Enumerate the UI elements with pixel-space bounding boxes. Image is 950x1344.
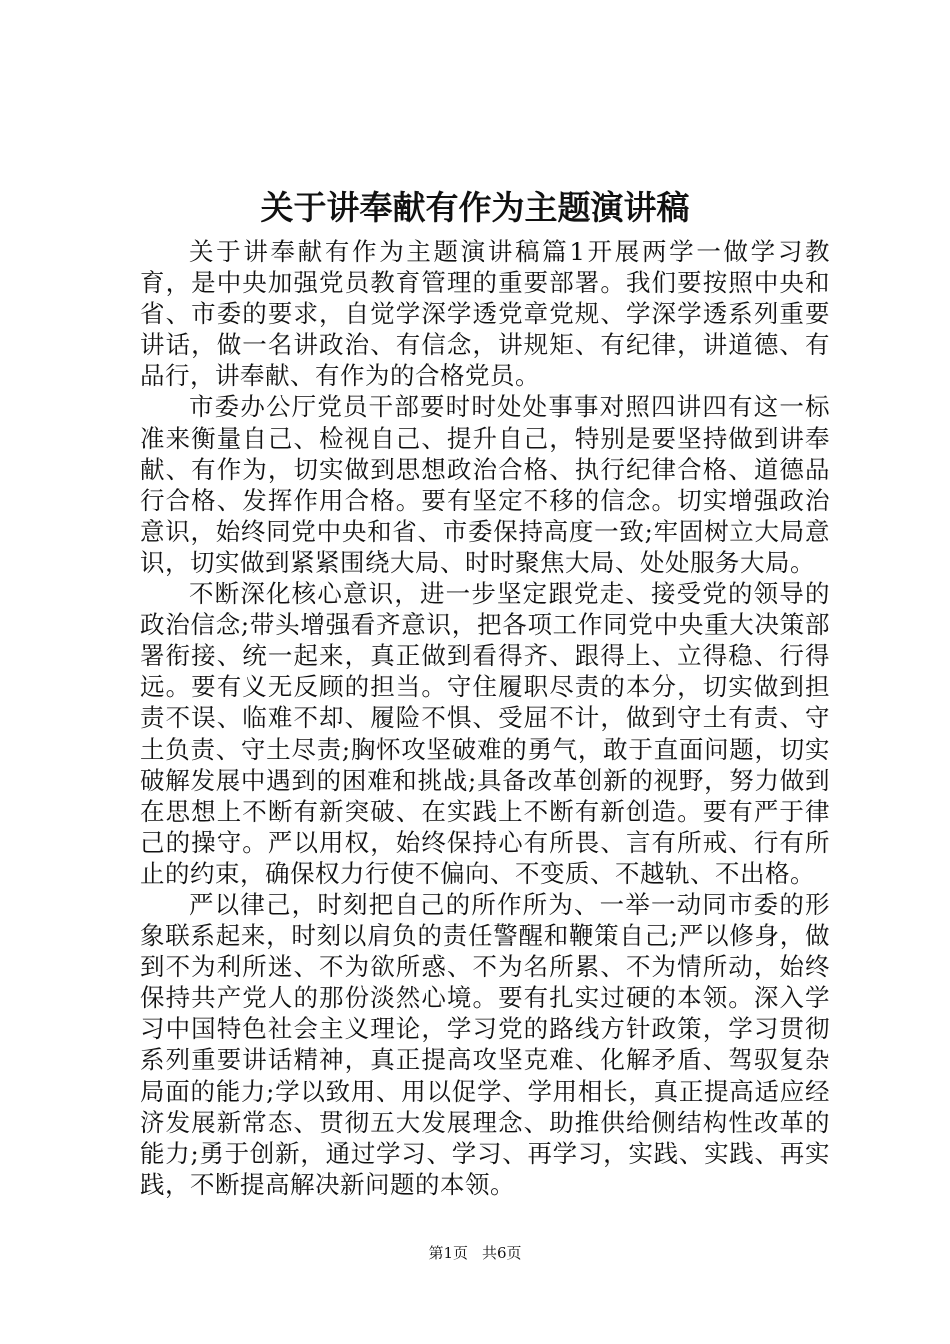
paragraph-2: 市委办公厅党员干部要时时处处事事对照四讲四有这一标准来衡量自己、检视自己、提升自己，特别是要坚持做到讲奉献、有作为，切实做到思想政治合格、执行纪律合格、道德品行合格、发挥作用合格。要有坚定不移的信念。切实增强政治意识，始终同党中央和省、市委保持高度一致;牢固树立大局意识，切实做到紧紧围绕大局、时时聚焦大局、处处服务大局。 (140, 392, 830, 577)
paragraph-4: 严以律己，时刻把自己的所作所为、一举一动同市委的形象联系起来，时刻以肩负的责任警醒和鞭策自己;严以修身，做到不为利所迷、不为欲所惑、不为名所累、不为情所动，始终保持共产党人的那份淡然心境。要有扎实过硬的本领。深入学习中国特色社会主义理论，学习党的路线方针政策，学习贯彻系列重要讲话精神，真正提高攻坚克难、化解矛盾、驾驭复杂局面的能力;学以致用、用以促学、学用相长，真正提高适应经济发展新常态、贯彻五大发展理念、助推供给侧结构性改革的能力;勇于创新，通过学习、学习、再学习，实践、实践、再实践，不断提高解决新问题的本领。 (140, 889, 830, 1199)
paragraph-1: 关于讲奉献有作为主题演讲稿篇1开展两学一做学习教育，是中央加强党员教育管理的重要部署。我们要按照中央和省、市委的要求，自觉学深学透党章党规、学深学透系列重要讲话，做一名讲政治、有信念，讲规矩、有纪律，讲道德、有品行，讲奉献、有作为的合格党员。 (140, 237, 830, 391)
paragraph-3: 不断深化核心意识，进一步坚定跟党走、接受党的领导的政治信念;带头增强看齐意识，把各项工作同党中央重大决策部署衔接、统一起来，真正做到看得齐、跟得上、立得稳、行得远。要有义无反顾的担当。守住履职尽责的本分，切实做到担责不误、临难不却、履险不惧、受屈不计，做到守土有责、守土负责、守土尽责;胸怀攻坚破难的勇气，敢于直面问题，切实破解发展中遇到的困难和挑战;具备改革创新的视野，努力做到在思想上不断有新突破、在实践上不断有新创造。要有严于律己的操守。严以用权，始终保持心有所畏、言有所戒、行有所止的约束，确保权力行使不偏向、不变质、不越轨、不出格。 (140, 579, 830, 888)
page-number-total: 共6页 (482, 1244, 522, 1262)
document-body (140, 236, 830, 1200)
document-title: 关于讲奉献有作为主题演讲稿 (260, 188, 690, 227)
page-footer (0, 1243, 950, 1263)
page-number-current: 第1页 (428, 1244, 468, 1262)
